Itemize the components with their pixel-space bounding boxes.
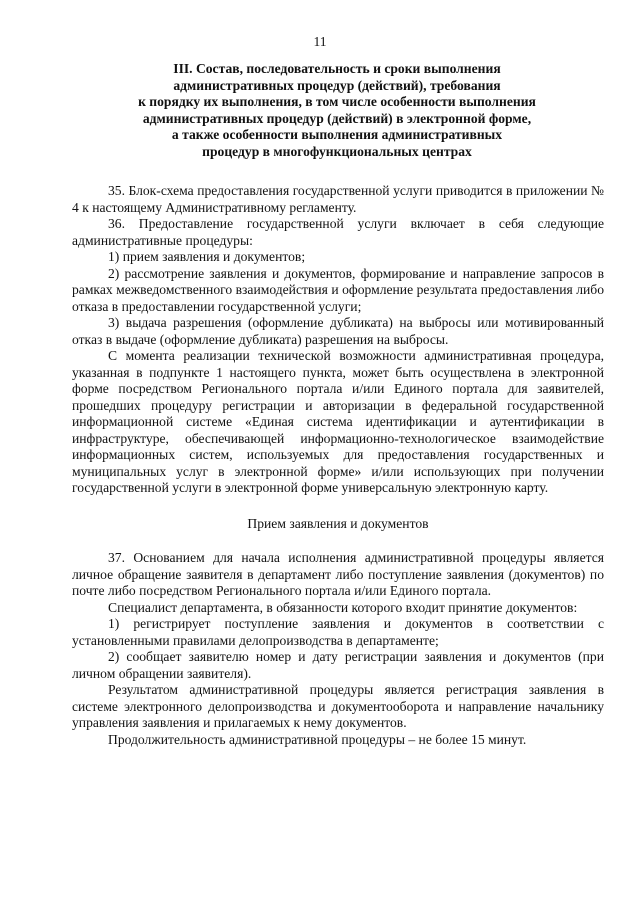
specialist-paragraph: Специалист департамента, в обязанности которого входит принятие документов: — [108, 599, 578, 615]
section-heading-line: административных процедур (действий) в электронной форме, — [142, 110, 532, 126]
result-paragraph: Результатом административной процедуры является регистрация заявления в системе электронного делопроизводства и документооборота и направление начальнику управления заявления и прилагаемых к нему документов. — [72, 682, 604, 730]
electronic-form-paragraph: С момента реализации технической возможности административная процедура, указанная в подпункте 1 настоящего пункта, может быть осуществлена в электронной форме посредством Регионального портала и/или Единого портала для заявителей, прошедших процедуру регистрации и авторизации в федеральной государственной информационной системе «Единая система идентификации и аутентификации в инфраструктуре, обеспечивающей информационно-технологическое взаимодействие информационных систем, используемых для предоставления государственных и муниципальных услуг в электронной форме» и/или использующих при получении государственной услуги в электронной форме универсальную электронную карту. — [72, 348, 604, 495]
paragraph-36: 36. Предоставление государственной услуги включает в себя следующие административные процедуры: — [72, 216, 604, 248]
section-heading-line: административных процедур (действий), требования — [173, 77, 501, 93]
page-number: 11 — [313, 34, 327, 49]
duration-paragraph: Продолжительность административной процедуры – не более 15 минут. — [108, 731, 527, 747]
section-heading-line: к порядку их выполнения, в том числе особенности выполнения — [138, 94, 536, 110]
section-heading-line: процедур в многофункциональных центрах — [202, 143, 472, 159]
section-heading-line: а также особенности выполнения административных — [171, 127, 503, 143]
paragraph-37: 37. Основанием для начала исполнения административной процедуры является личное обращение заявителя в департамент либо поступление заявления (документов) по почте либо посредством Регионального портала и/или Единого портала. — [72, 550, 604, 598]
list-item-1: 1) прием заявления и документов; — [108, 249, 306, 264]
subsection-heading: Прием заявления и документов — [247, 515, 429, 531]
document-body — [72, 183, 604, 748]
section-heading — [72, 61, 602, 161]
list-item-3: 3) выдача разрешения (оформление дубликата) на выбросы или мотивированный отказ в выдаче (оформление дубликата) разрешения на выбросы. — [72, 315, 604, 347]
paragraph-35: 35. Блок-схема предоставления государственной услуги приводится в приложении № 4 к настоящему Административному регламенту. — [72, 183, 604, 215]
section-heading-line: III. Состав, последовательность и сроки выполнения — [173, 61, 501, 76]
list-item-2: 2) рассмотрение заявления и документов, формирование и направление запросов в рамках межведомственного взаимодействия и оформление результата предоставления либо отказа в предоставлении государственной услуги; — [72, 265, 604, 314]
list-item-2: 2) сообщает заявителю номер и дату регистрации заявления и документов (при личном обращении заявителя). — [72, 649, 604, 681]
list-item-1: 1) регистрирует поступление заявления и документов в соответствии с установленными правилами делопроизводства в департаменте; — [72, 616, 604, 648]
